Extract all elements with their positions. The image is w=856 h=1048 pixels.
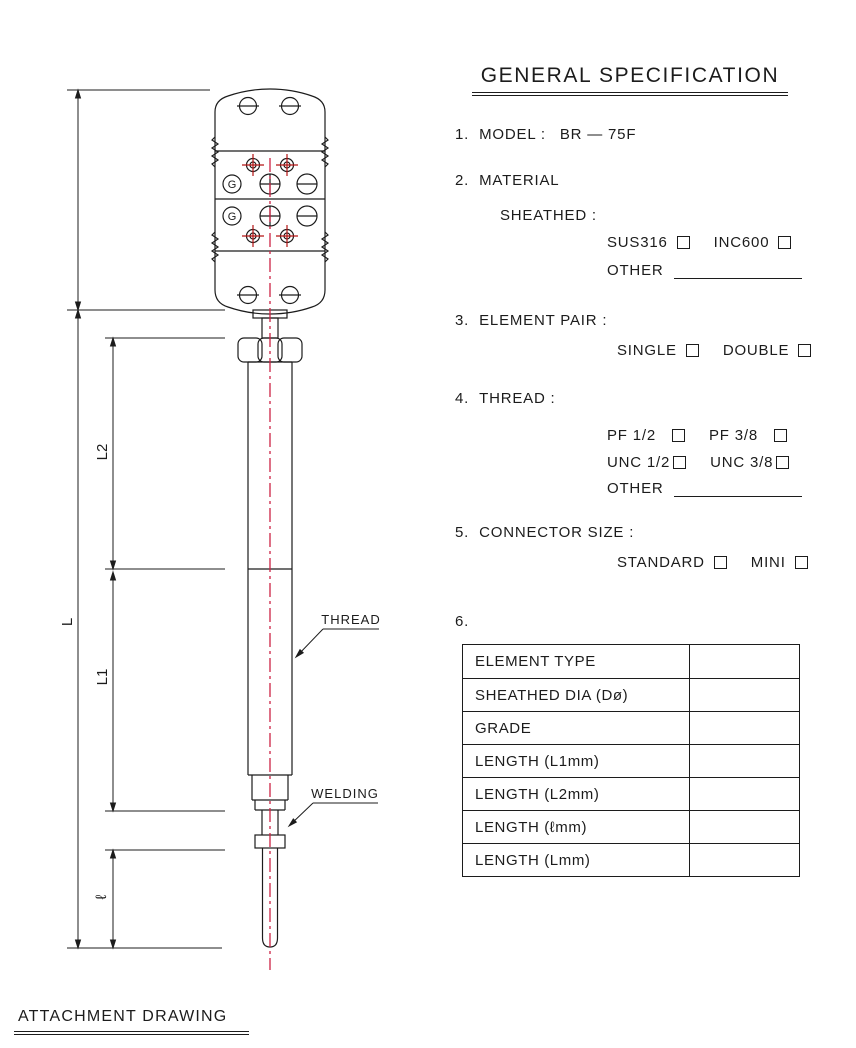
row-label: LENGTH (L2mm) bbox=[475, 785, 600, 803]
checkbox-sus316[interactable] bbox=[677, 236, 690, 249]
row-value-cell[interactable] bbox=[689, 811, 799, 843]
checkbox-pf12[interactable] bbox=[672, 429, 685, 442]
material-other-field[interactable] bbox=[674, 263, 802, 279]
row-value-cell[interactable] bbox=[689, 844, 799, 876]
table-row bbox=[463, 810, 799, 843]
model-label: MODEL : bbox=[479, 126, 546, 143]
dimensions bbox=[67, 90, 225, 948]
thread-callout-label: THREAD bbox=[321, 612, 381, 627]
thread-options-row2 bbox=[607, 454, 789, 471]
table-row bbox=[463, 678, 799, 711]
checkbox-unc12[interactable] bbox=[673, 456, 686, 469]
table-row bbox=[463, 777, 799, 810]
thread-other-field[interactable] bbox=[674, 481, 802, 497]
checkbox-standard[interactable] bbox=[714, 556, 727, 569]
row-value-cell[interactable] bbox=[689, 745, 799, 777]
table-row bbox=[463, 645, 799, 678]
row-value-cell[interactable] bbox=[689, 679, 799, 711]
item-number: 1. bbox=[455, 126, 470, 143]
option-label-pf38: PF 3/8 bbox=[709, 427, 758, 444]
option-label-pf12: PF 1/2 bbox=[607, 427, 656, 444]
row-label: SHEATHED DIA (Dø) bbox=[475, 686, 629, 704]
checkbox-double[interactable] bbox=[798, 344, 811, 357]
other-label: OTHER bbox=[607, 480, 664, 497]
row-label: ELEMENT TYPE bbox=[475, 653, 596, 670]
model-value: BR — 75F bbox=[559, 126, 637, 143]
dim-label-tip: ℓ bbox=[93, 894, 110, 900]
option-label-standard: STANDARD bbox=[617, 554, 705, 571]
spec-item-connector bbox=[455, 524, 634, 541]
material-label: MATERIAL bbox=[479, 172, 560, 189]
option-label-mini: MINI bbox=[750, 554, 786, 571]
row-label: LENGTH (Lmm) bbox=[475, 851, 591, 869]
row-label: LENGTH (ℓmm) bbox=[475, 818, 588, 836]
option-label-double: DOUBLE bbox=[722, 342, 790, 359]
option-label-unc12: UNC 1/2 bbox=[607, 454, 671, 471]
slotted-screw-icon bbox=[237, 98, 301, 304]
title-block bbox=[452, 64, 808, 96]
item-number: 4. bbox=[455, 390, 470, 407]
spec-item-material bbox=[455, 172, 559, 189]
thread-other-row bbox=[607, 480, 802, 497]
attachment-drawing-label: ATTACHMENT DRAWING bbox=[14, 1008, 249, 1035]
spec-item-thread bbox=[455, 390, 556, 407]
spec-table bbox=[462, 644, 800, 877]
table-row bbox=[463, 744, 799, 777]
thread-label: THREAD : bbox=[479, 390, 556, 407]
dim-label-L: L bbox=[59, 617, 76, 627]
item-number: 2. bbox=[455, 172, 470, 189]
page-title: GENERAL SPECIFICATION bbox=[472, 64, 788, 96]
footer-block bbox=[14, 1008, 249, 1035]
table-row bbox=[463, 843, 799, 876]
table-row bbox=[463, 711, 799, 744]
other-label: OTHER bbox=[607, 262, 664, 279]
element-pair-options-row bbox=[617, 342, 811, 359]
option-label-inc600: INC600 bbox=[713, 234, 770, 251]
option-label-single: SINGLE bbox=[617, 342, 677, 359]
connector-options-row bbox=[617, 554, 808, 571]
ground-terminal-label: G bbox=[227, 179, 237, 191]
welding-callout-label: WELDING bbox=[311, 786, 379, 801]
option-label-sus316: SUS316 bbox=[607, 234, 668, 251]
checkbox-mini[interactable] bbox=[795, 556, 808, 569]
material-other-row bbox=[607, 262, 802, 279]
option-label-unc38: UNC 3/8 bbox=[710, 454, 774, 471]
row-label: GRADE bbox=[475, 719, 532, 737]
checkbox-single[interactable] bbox=[686, 344, 699, 357]
checkbox-pf38[interactable] bbox=[774, 429, 787, 442]
row-value-cell[interactable] bbox=[689, 712, 799, 744]
sheathed-label: SHEATHED : bbox=[500, 207, 597, 224]
row-label: LENGTH (L1mm) bbox=[475, 752, 600, 770]
spec-item-table-no: 6. bbox=[455, 613, 470, 630]
item-number: 3. bbox=[455, 312, 470, 329]
checkbox-unc38[interactable] bbox=[776, 456, 789, 469]
row-value-cell[interactable] bbox=[689, 645, 799, 678]
thread-options-row1 bbox=[607, 427, 787, 444]
dim-label-L1: L1 bbox=[94, 668, 111, 686]
dim-label-L2: L2 bbox=[94, 443, 111, 461]
row-value-cell[interactable] bbox=[689, 778, 799, 810]
material-options-row bbox=[607, 234, 791, 251]
element-pair-label: ELEMENT PAIR : bbox=[479, 312, 608, 329]
item-number: 5. bbox=[455, 524, 470, 541]
checkbox-inc600[interactable] bbox=[778, 236, 791, 249]
spec-item-model bbox=[455, 126, 636, 143]
ground-terminal-label: G bbox=[227, 211, 237, 223]
connector-label: CONNECTOR SIZE : bbox=[479, 524, 635, 541]
spec-item-element-pair bbox=[455, 312, 607, 329]
